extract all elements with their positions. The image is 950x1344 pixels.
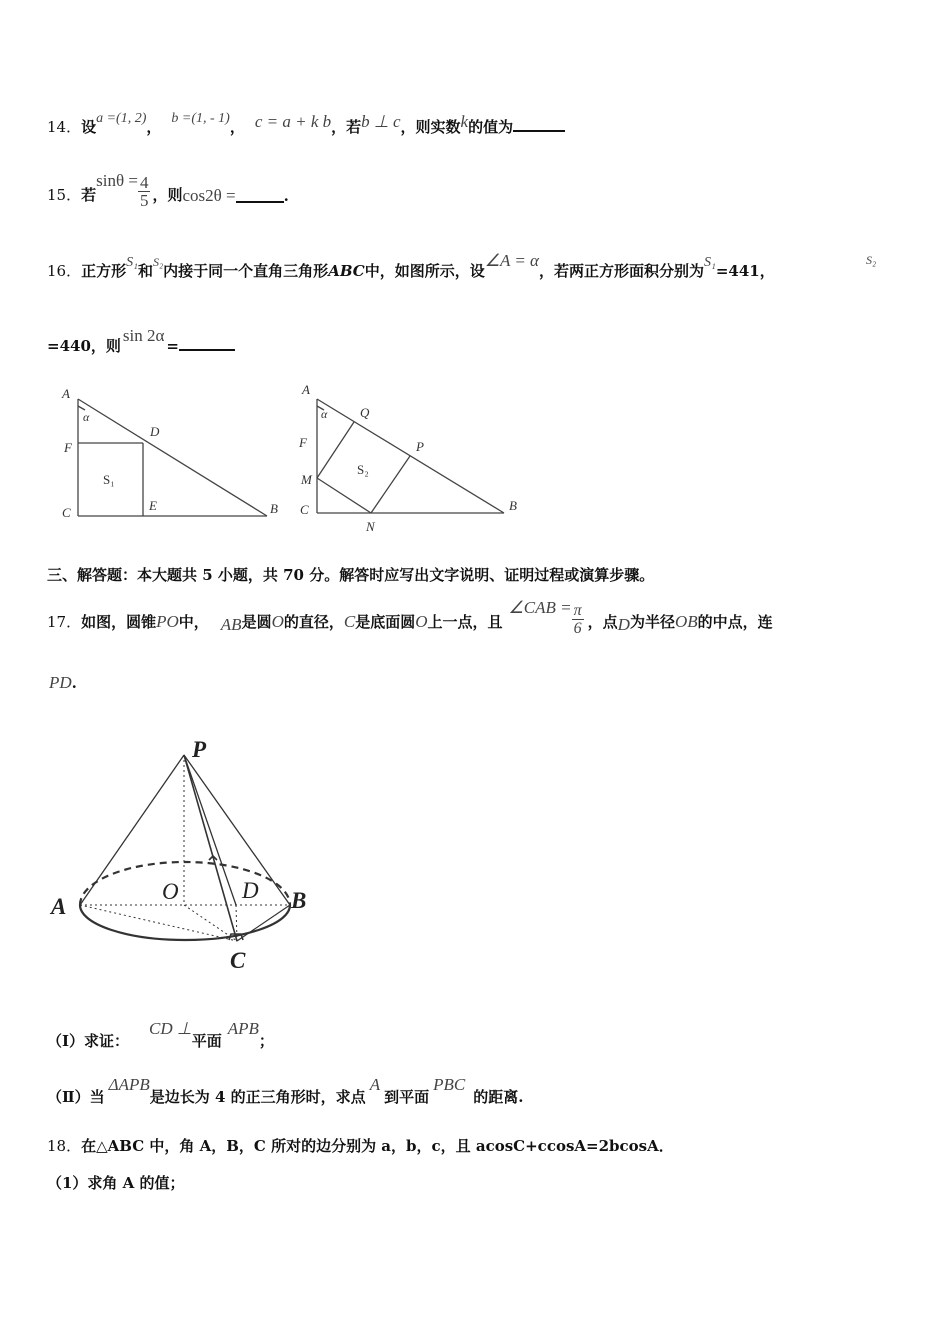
fraction-4-5: $\frac{4}{5}$ [139, 173, 149, 210]
question-number: 14． [47, 118, 82, 136]
label-N: N [366, 519, 375, 534]
question-18-part-1: （1）求角 A 的值； [47, 1174, 185, 1192]
label-A: A [51, 894, 67, 919]
label-C: C [230, 948, 246, 973]
label-alpha: α [83, 410, 90, 424]
label-alpha: α [321, 407, 328, 421]
question-15: 15． 若 sinθ = $\frac{4}{5}$ ，则 cos2θ = . [47, 171, 289, 210]
vector-c: c = a + k b [254, 112, 332, 131]
fraction-pi-6: $\frac{\pi}{6}$ [573, 602, 582, 637]
perp-condition: b ⊥ c [361, 112, 401, 131]
question-17-part-2: （Ⅱ）当 ΔAPB 是边长为 4 的正三角形时，求点 A 到平面 PBC 的距离. [47, 1075, 524, 1106]
question-number: 18． [47, 1137, 82, 1155]
question-number: 16． [47, 262, 82, 280]
label-M: M [301, 472, 312, 487]
question-14: 14．设a =(1, 2)， b =(1, - 1)， c = a + k b，若b ⊥ c，则实数k的值为 [47, 116, 565, 137]
vector-b: b =(1, - 1) [171, 111, 230, 126]
label-B: B [509, 498, 517, 513]
label-E: E [149, 498, 157, 513]
question-16: 16．正方形S₁和$^{S_2}$内接于同一个直角三角形ABC中，如图所示，设∠A = α，若两正方形面积分别为S₁=441， [47, 251, 775, 280]
q16-s2-label: S₂ [866, 253, 877, 267]
label-C: C [300, 502, 309, 517]
label-S1: S₁ [103, 472, 115, 487]
label-B: B [291, 888, 307, 913]
label-F: F [299, 435, 307, 450]
question-number: 15． [47, 186, 82, 204]
label-S2: S₂ [357, 462, 369, 477]
question-17: 17． 如图，圆锥 PO 中， AB 是圆 O 的直径， C 是底面圆 O 上一点，且 ∠CAB = $\frac{\pi}{6}$ ，点 D 为半径 OB 的中点，连 [47, 598, 773, 637]
label-P: P [416, 439, 424, 454]
label-A: A [62, 386, 70, 401]
label-Q: Q [360, 405, 370, 420]
question-number: 17． [47, 613, 82, 631]
label-O: O [162, 879, 179, 904]
question-17-cont: PD. [49, 673, 77, 692]
vector-a: a =(1, 2) [96, 111, 147, 126]
question-16-cont: =440，则sin 2α= [47, 335, 235, 356]
label-D: D [242, 878, 259, 903]
question-18: 18．在△ABC 中，角 A，B，C 所对的边分别为 a，b，c，且 acosC+ccosA=2bcosA． [47, 1137, 674, 1155]
label-D: D [150, 424, 160, 439]
label-P: P [192, 737, 207, 762]
label-C: C [62, 505, 71, 520]
section-header: 三、解答题：本大题共 5 小题，共 70 分。解答时应写出文字说明、证明过程或演算步骤。 [47, 566, 655, 584]
label-F: F [64, 440, 72, 455]
label-B: B [270, 501, 278, 516]
label-A: A [302, 382, 310, 397]
question-17-part-1: （Ⅰ）求证： CD ⊥ 平面 APB ； [47, 1019, 274, 1050]
